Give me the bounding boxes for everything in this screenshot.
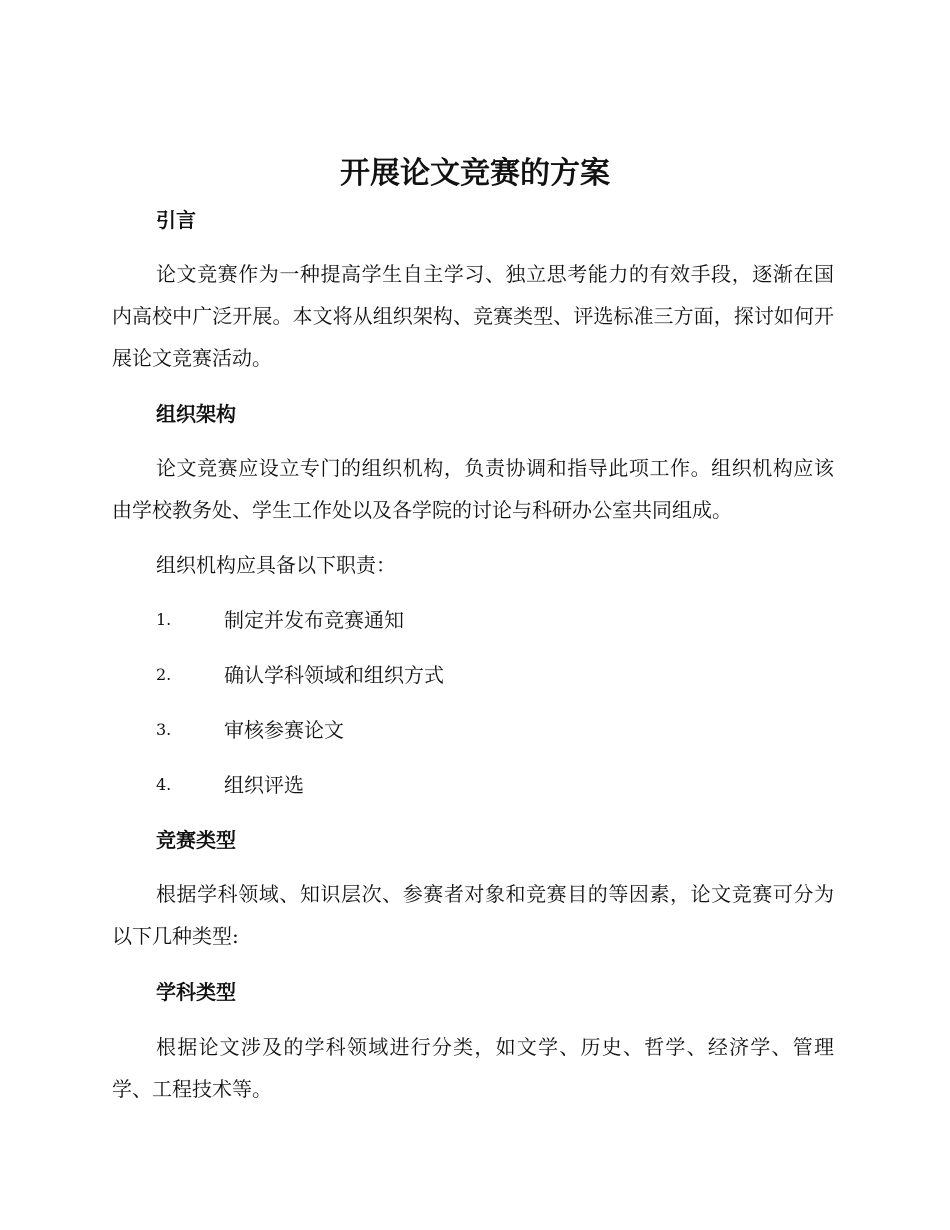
heading-intro: 引言 — [156, 208, 196, 232]
document-title: 开展论文竞赛的方案 — [340, 156, 610, 191]
heading-subject-type: 学科类型 — [156, 980, 236, 1004]
list-text: 制定并发布竞赛通知 — [224, 608, 404, 632]
list-text: 确认学科领域和组织方式 — [224, 663, 444, 687]
list-number: 3. — [156, 720, 172, 739]
paragraph-types: 根据学科领域、知识层次、参赛者对象和竞赛目的等因素，论文竞赛可分为以下几种类型: — [112, 882, 834, 948]
list-number: 1. — [156, 610, 172, 629]
heading-organization: 组织架构 — [156, 402, 236, 426]
paragraph-subject-type: 根据论文涉及的学科领域进行分类，如文学、历史、哲学、经济学、管理学、工程技术等。 — [112, 1035, 834, 1101]
list-text: 审核参赛论文 — [224, 718, 344, 742]
list-number: 2. — [156, 665, 172, 684]
list-number: 4. — [156, 775, 172, 794]
duties-intro: 组织机构应具备以下职责： — [156, 553, 396, 577]
list-text: 组织评选 — [224, 773, 304, 797]
paragraph-organization: 论文竞赛应设立专门的组织机构，负责协调和指导此项工作。组织机构应该由学校教务处、学生工作处以及各学院的讨论与科研办公室共同组成。 — [112, 456, 834, 522]
heading-types: 竞赛类型 — [156, 828, 236, 852]
paragraph-intro: 论文竞赛作为一种提高学生自主学习、独立思考能力的有效手段，逐渐在国内高校中广泛开展。本文将从组织架构、竞赛类型、评选标准三方面，探讨如何开展论文竞赛活动。 — [112, 262, 834, 370]
